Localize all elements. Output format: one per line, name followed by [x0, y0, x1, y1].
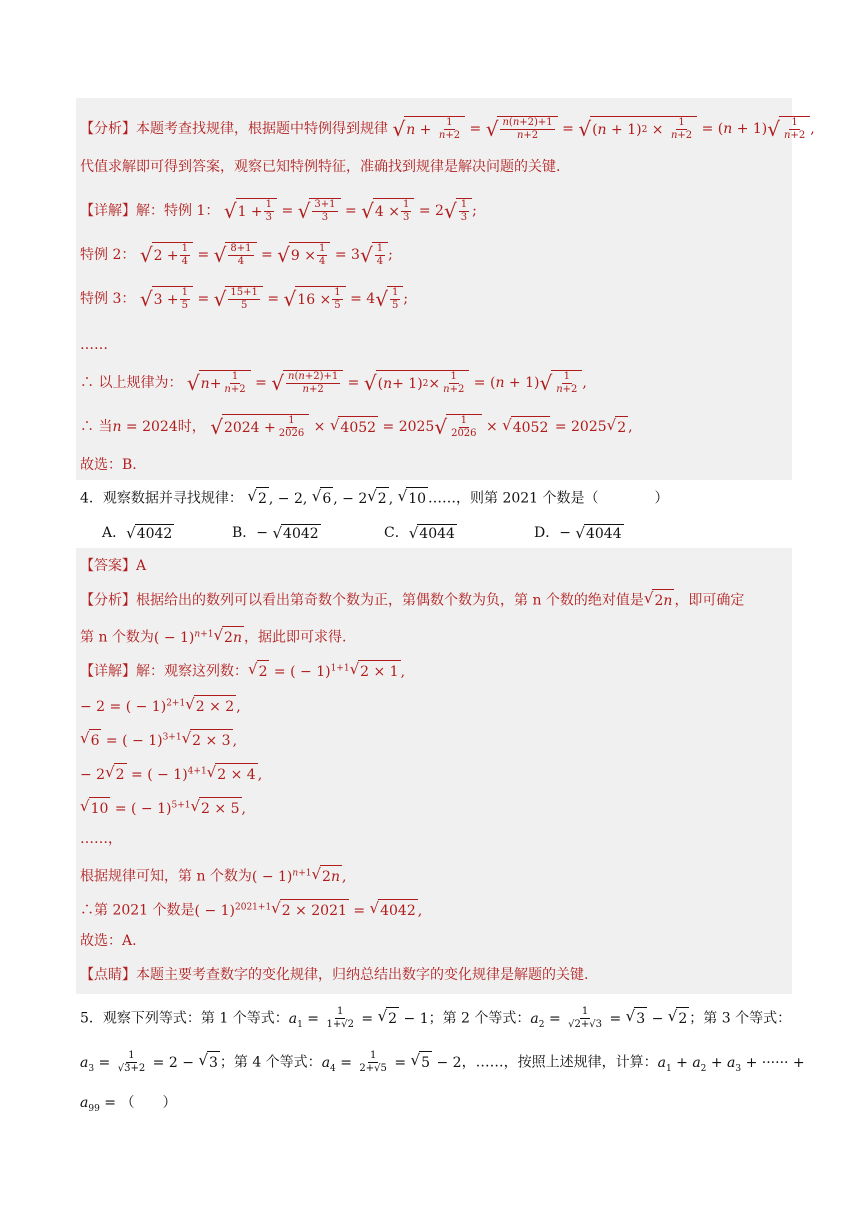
analysis-text-q4b: ，即可确定 [674, 592, 745, 609]
q4-thus: ∴第 2021 个数是( − 1)$^{2021+1}$ √ 2 × 2021 = √ 4042 , [80, 896, 422, 922]
q4-detail-5: √ 10 = ( − 1)$^{5+1}$ √ 2 × 5 , [80, 794, 246, 820]
analysis-line-2: 代值求解即可得到答案，观察已知特例特征，准确找到规律是解决问题的关键. [80, 159, 561, 175]
q4-ellipsis: ……， [80, 831, 122, 847]
q4-choose: 故选：A. [80, 933, 137, 949]
q5-line-2: $a_3$ = $\frac{1}{√3+2}$ = 2 − √ 3 ；第 4 个等式：$a_4$ = $\frac{1}{2+√5}$ = √ 5 − 2，……，按照上述规律，计算：$a_1 + a_2 + a_3$ + ······ + [80, 1050, 805, 1074]
q4-answer [80, 555, 146, 577]
q4-stem: 4．观察数据并寻找规律： √ 2 , − 2, √ 6 , − 2 √ 2 , √ 10 ……，则第 2021 个数是（ ） [80, 487, 669, 510]
q4-comment [80, 964, 588, 986]
when-mid: 时， [177, 419, 206, 435]
q4-analysis-2: 第 n 个数为( − 1)$^{n+1}$ √ 2 n ，据此即可求得. [80, 623, 346, 649]
option-a-label: A． [102, 525, 127, 541]
option-b-label: B． [232, 525, 257, 541]
analysis-text-q4c: 第 n 个数为 [80, 629, 154, 646]
q5-stem-1c: ；第 3 个等式： [689, 1010, 792, 1027]
comment-text: 本题主要考查数字的变化规律，归纳总结出数字的变化规律是解题的关键. [136, 967, 589, 983]
q4-detail-3: √ 6 = ( − 1)$^{3+1}$ √ 2 × 3 , [80, 726, 237, 752]
q4-stem-suffix: ……，则第 2021 个数是（ ） [428, 490, 669, 507]
rule-text-q4: 根据规律可知，第 n 个数为 [80, 868, 252, 885]
detail-intro-q4: 解：观察这列数： [136, 663, 248, 680]
rule-prefix: ∴ 以上规律为： [80, 375, 183, 391]
q4-detail-1: 【详解】解：观察这列数： √ 2 = ( − 1)$^{1+1}$ √ 2 × 1 , [80, 657, 405, 683]
option-c[interactable]: C． √ 4044 [384, 524, 455, 542]
q5-stem-2b: ，……，按照上述规律，计算： [461, 1054, 658, 1071]
option-c-label: C． [384, 525, 409, 541]
rule-formula: √ n + $\frac{1}{n+2}$ = √ $\frac{n(n+2)+1}{n+2}$ = √ ( n + 1) 2 × $\frac{1}{n+2}$ = (n + 1) √ $\frac{1}{n+2}$ , [392, 117, 815, 141]
detail-case-2: 特例 2： √ 2 + $\frac{1}{4}$ = √ $\frac{8+1}{4}$ = √ 9 × $\frac{1}{4}$ = 3 √ $\frac{1}{4}$ ; [80, 243, 393, 267]
detail-when: ∴ 当n = 2024时， √ 2024 + $\frac{1}{2026}$ × √ 4052 = 2025 √ $\frac{1}{2026}$ × √ 4052 = 2025 √ 2 , [80, 415, 633, 439]
q5-stem-1b: ；第 2 个等式： [428, 1010, 531, 1027]
q5-stem-1a: 5．观察下列等式：第 1 个等式： [80, 1010, 289, 1027]
q5-line-3: $a_{99}$ = （ ） [80, 1095, 177, 1114]
analysis-line-1 [80, 116, 815, 142]
case-2-label: 特例 2： [80, 247, 136, 263]
analysis-text-q4: 根据给出的数列可以看出第奇数个数为正，第偶数个数为负，第 n 个数的绝对值是 [136, 592, 644, 609]
q4-stem-prefix: 4．观察数据并寻找规律： [80, 490, 243, 507]
q4-detail-4: − 2 √ 2 = ( − 1)$^{4+1}$ √ 2 × 4 , [80, 760, 262, 786]
analysis-text: 本题考查找规律，根据题中特例得到规律 [136, 121, 388, 137]
analysis-tag: 【分析】 [80, 121, 136, 137]
q5-line-1: 5．观察下列等式：第 1 个等式：$a_1$ = $\frac{1}{1+√2}$ = √ 2 − 1；第 2 个等式：$a_2$ = $\frac{1}{√2+√3}$ = √ 3 − √ 2 ；第 3 个等式： [80, 1006, 792, 1030]
answer-value: A [136, 558, 147, 574]
case-3-label: 特例 3： [80, 291, 136, 307]
detail-choose: 故选：B. [80, 457, 137, 473]
detail-tag: 【详解】 [80, 203, 136, 219]
when-prefix: ∴ 当 [80, 419, 113, 435]
detail-case-1: 【详解】解：特例 1： √ 1 + $\frac{1}{3}$ = √ $\frac{3+1}{3}$ = √ 4 × $\frac{1}{3}$ = 2 √ $\frac{1}{3}$ ; [80, 199, 477, 223]
comment-tag: 【点睛】 [80, 967, 136, 983]
detail-tag-q4: 【详解】 [80, 663, 136, 680]
detail-rule: ∴ 以上规律为： √ n + $\frac{1}{n+2}$ = √ $\frac{n(n+2)+1}{n+2}$ = √ ( n + 1) 2 × $\frac{1}{n+2}$ = (n + 1) √ $\frac{1}{n+2}$ , [80, 371, 587, 395]
analysis-text-q4d: ，据此即可求得. [243, 629, 347, 646]
detail-ellipsis: …… [80, 337, 108, 353]
q4-rule: 根据规律可知，第 n 个数为( − 1)$^{n+1}$ √ 2 n , [80, 862, 346, 888]
detail-intro: 解：特例 1： [136, 203, 220, 219]
option-d-label: D． [534, 525, 560, 541]
option-d[interactable]: D．− √ 4044 [534, 524, 622, 542]
analysis-tag-q4: 【分析】 [80, 592, 136, 609]
q5-stem-3: （ ） [120, 1095, 177, 1111]
q4-detail-2: − 2 = ( − 1)$^{2+1}$ √ 2 × 2 , [80, 692, 241, 718]
thus-prefix: ∴第 2021 个数是 [80, 902, 195, 919]
option-b[interactable]: B．− √ 4042 [232, 524, 319, 542]
option-a[interactable]: A． √ 4042 [102, 524, 173, 542]
q4-analysis-1: 【分析】根据给出的数列可以看出第奇数个数为正，第偶数个数为负，第 n 个数的绝对值是 √ 2 n ，即可确定 [80, 589, 744, 612]
answer-tag: 【答案】 [80, 558, 136, 574]
detail-case-3: 特例 3： √ 3 + $\frac{1}{5}$ = √ $\frac{15+1}{5}$ = √ 16 × $\frac{1}{5}$ = 4 √ $\frac{1}{5}$ ; [80, 287, 409, 311]
q5-stem-2a: ；第 4 个等式： [219, 1054, 322, 1071]
